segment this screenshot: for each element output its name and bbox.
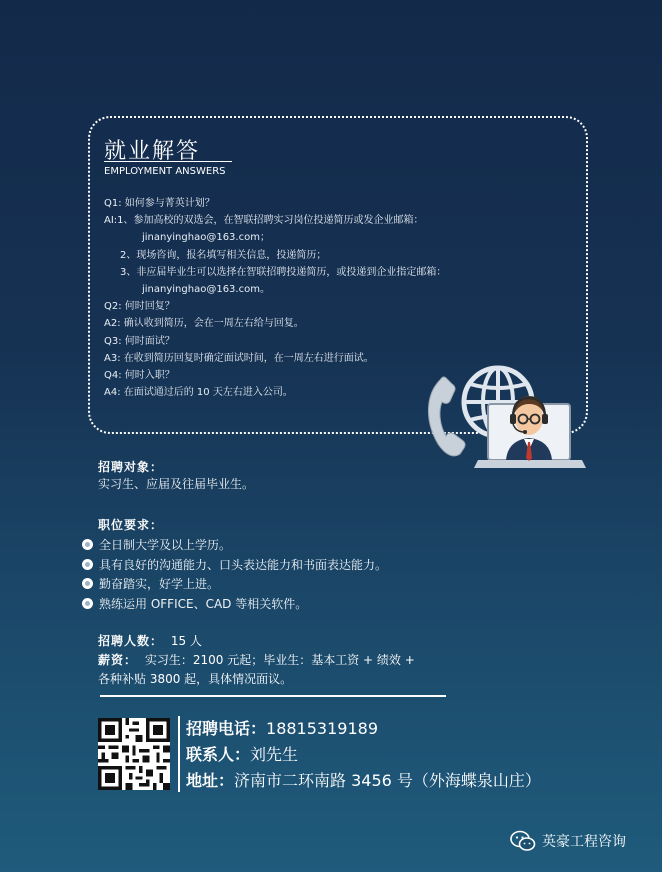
requirements-heading: 职位要求： [98, 518, 164, 532]
faq-title-underline [104, 161, 232, 162]
phone-value: 18815319189 [266, 719, 378, 738]
faq-line: 3、非应届毕业生可以选择在智联招聘投递简历，或投递到企业指定邮箱： [120, 266, 447, 278]
faq-line: Q3: 何时面试？ [104, 335, 175, 347]
faq-line: Q2: 何时回复？ [104, 301, 175, 313]
salary-label: 薪资： [98, 653, 138, 667]
requirements-list [82, 535, 387, 613]
watermark [510, 830, 626, 852]
requirement-text: 熟练运用 OFFICE、CAD 等相关软件。 [99, 596, 308, 611]
support-agent-illustration [420, 362, 590, 474]
requirement-text: 勤奋踏实，好学上进。 [99, 577, 220, 592]
faq-line: Q4: 何时入职？ [104, 370, 175, 382]
target-heading: 招聘对象： [98, 460, 164, 474]
qr-code [98, 718, 170, 790]
person-value: 刘先生 [250, 745, 299, 764]
list-item [82, 574, 387, 594]
faq-line: A4: 在面试通过后的 10 天左右进入公司。 [104, 387, 293, 399]
address-value: 济南市二环南路 3456 号（外海蝶泉山庄） [234, 771, 541, 790]
requirement-text: 具有良好的沟通能力、口头表达能力和书面表达能力。 [99, 557, 388, 572]
faq-subtitle: EMPLOYMENT ANSWERS [104, 166, 226, 177]
faq-line: jinanyinghao@163.com。 [142, 284, 270, 296]
list-item [82, 535, 387, 555]
list-item [82, 555, 387, 575]
bullet-icon [82, 598, 93, 609]
person-label: 联系人： [186, 745, 251, 764]
faq-title: 就业解答 [104, 139, 201, 164]
phone-label: 招聘电话： [186, 719, 267, 738]
contact-divider [178, 716, 180, 792]
salary-line-2: 各种补贴 3800 起，具体情况面议。 [98, 672, 293, 686]
faq-line: A3: 在收到简历回复时确定面试时间，在一周左右进行面试。 [104, 352, 374, 364]
salary-line-1: 实习生：2100 元起；毕业生：基本工资 + 绩效 + [144, 653, 415, 667]
requirements-heading-wrap [98, 516, 163, 533]
wechat-icon [510, 830, 536, 852]
contact-block [186, 716, 541, 794]
headcount-value: 15 人 [170, 634, 202, 648]
bullet-icon [82, 539, 93, 550]
list-item [82, 594, 387, 614]
bullet-icon [82, 578, 93, 589]
faq-line: 2、现场咨询，报名填写相关信息，投递简历； [120, 249, 327, 261]
bullet-icon [82, 559, 93, 570]
target-section [98, 458, 254, 494]
headcount-label: 招聘人数： [98, 634, 164, 648]
hiring-section [98, 632, 415, 689]
faq-line: Q1: 如何参与菁英计划？ [104, 198, 215, 209]
requirement-text: 全日制大学及以上学历。 [99, 538, 232, 553]
faq-line: A2: 确认收到简历，会在一周左右给与回复。 [104, 318, 304, 330]
faq-content [104, 195, 446, 401]
address-label: 地址： [186, 771, 235, 790]
watermark-text: 英豪工程咨询 [542, 834, 626, 850]
section-divider [100, 695, 446, 697]
faq-line: jinanyinghao@163.com； [142, 232, 270, 244]
target-text: 实习生、应届及往届毕业生。 [98, 477, 255, 491]
faq-line: AI:1、参加高校的双选会，在智联招聘实习岗位投递简历或发企业邮箱： [104, 215, 424, 227]
